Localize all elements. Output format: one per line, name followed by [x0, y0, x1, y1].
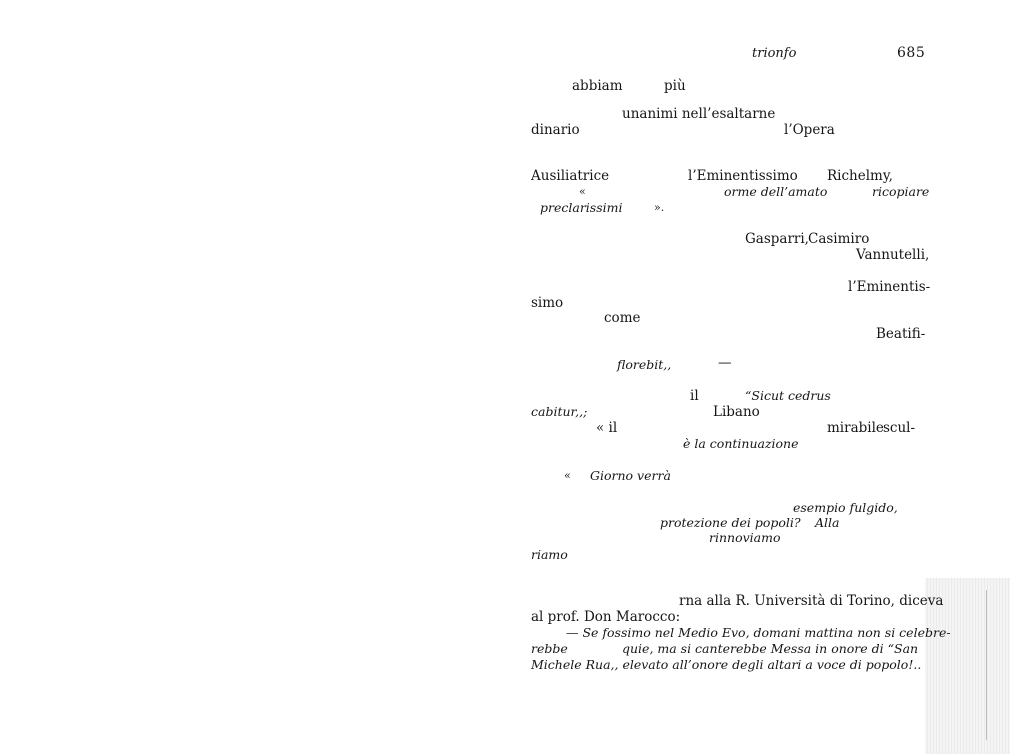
text-fragment: florebit,, [617, 357, 672, 372]
text-fragment: Giorno verrà [590, 468, 671, 483]
text-fragment: abbiam [572, 78, 623, 94]
closing-line: rebbe [531, 641, 568, 656]
text-fragment: protezione dei popoli? [660, 515, 801, 530]
text-fragment: ricopiare [872, 184, 930, 199]
text-fragment: Richelmy, [827, 168, 893, 184]
text-fragment: è la continuazione [683, 436, 799, 451]
closing-line: rna alla R. Università di Torino, diceva [679, 593, 944, 609]
text-fragment: dinario [531, 122, 580, 138]
running-head: trionfo [752, 46, 797, 61]
text-fragment: Beatifi- [876, 326, 926, 342]
text-fragment: più [664, 78, 686, 94]
page-number: 685 [897, 45, 926, 61]
text-fragment: Ausiliatrice [531, 168, 610, 184]
text-fragment: il [690, 388, 699, 404]
closing-line: al prof. Don Marocco: [531, 609, 681, 625]
text-fragment: come [604, 310, 641, 326]
text-fragment: scul- [883, 420, 916, 436]
text-fragment: ». [654, 201, 665, 214]
text-fragment: Casimiro [808, 231, 870, 247]
text-fragment: — [718, 355, 732, 371]
text-fragment: orme dell’amato [724, 184, 828, 199]
text-fragment: rinnoviamo [709, 530, 781, 545]
text-fragment: Gasparri, [745, 231, 809, 247]
text-fragment: « [564, 469, 571, 482]
text-fragment: « [579, 185, 586, 198]
text-fragment: cabitur,,; [531, 404, 588, 419]
text-fragment: l’Eminentis- [848, 279, 931, 295]
text-fragment: Vannutelli, [856, 247, 930, 263]
text-fragment: « il [596, 420, 618, 436]
text-fragment: l’Opera [784, 122, 835, 138]
closing-line: Michele Rua,, elevato all’onore degli altari a voce di popolo!.. [531, 657, 922, 672]
text-fragment: unanimi nell’esaltarne [622, 106, 776, 122]
text-fragment: riamo [531, 547, 568, 562]
page-edge-line [986, 590, 987, 740]
text-fragment: mirabile [827, 420, 884, 436]
text-fragment: esempio fulgido, [793, 500, 898, 515]
text-fragment: Libano [713, 404, 760, 420]
text-fragment: Alla [815, 515, 840, 530]
closing-line: — Se fossimo nel Medio Evo, domani mattina non si celebre- [566, 625, 951, 640]
closing-line: quie, ma si canterebbe Messa in onore di “San [622, 641, 919, 656]
text-fragment: l’Eminentissimo [688, 168, 798, 184]
text-fragment: “Sicut cedrus [745, 388, 831, 403]
text-fragment: simo [531, 295, 564, 311]
text-fragment: preclarissimi [540, 200, 623, 215]
